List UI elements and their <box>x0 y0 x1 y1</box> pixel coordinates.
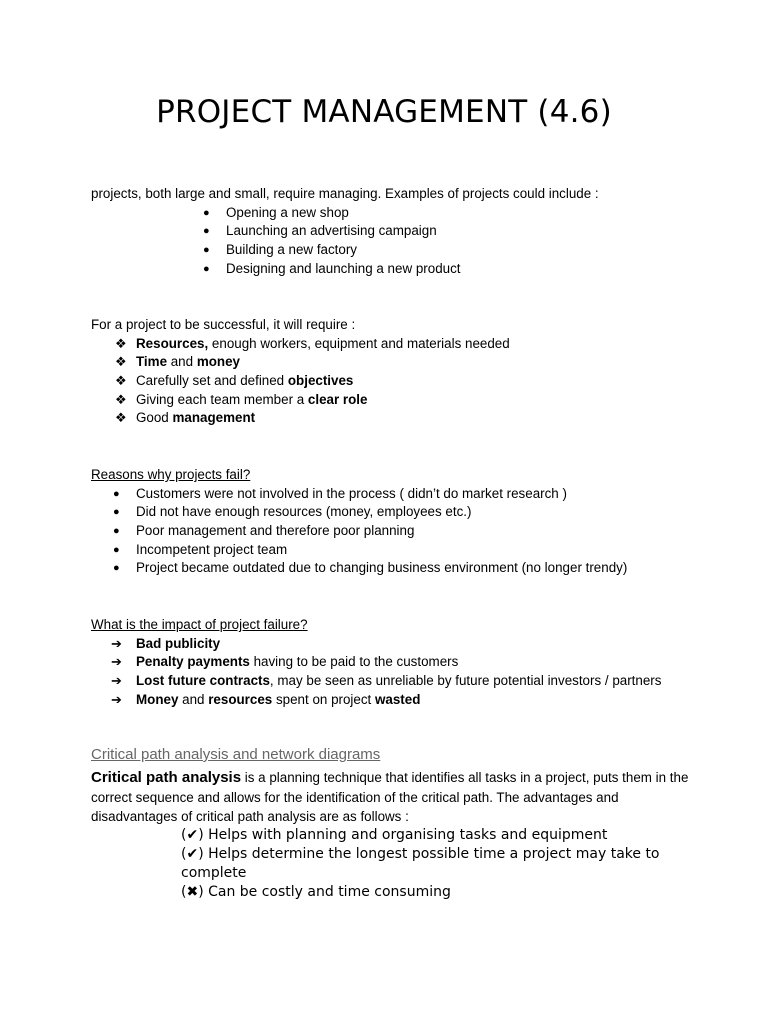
impact-heading: What is the impact of project failure? <box>91 617 308 632</box>
list-item: ● Launching an advertising campaign <box>226 222 461 241</box>
cpa-body: is a planning technique that identifies all tasks in a project, puts them in the correct sequence and allows for the identification of the critical path. The advantages and disadvantages of critical path analysis are as follows : <box>91 770 689 824</box>
list-item: ❖ Giving each team member a clear role <box>136 391 510 410</box>
examples-list <box>203 204 461 279</box>
requirements-intro: For a project to be successful, it will require : <box>91 317 356 332</box>
list-item: ● Incompetent project team <box>136 541 627 560</box>
cpa-lead: Critical path analysis <box>91 769 242 786</box>
bullet-icon: ● <box>113 543 120 556</box>
cpa-paragraph <box>91 768 691 827</box>
intro-text: projects, both large and small, require managing. Examples of projects could include : <box>91 186 599 201</box>
bullet-icon: ● <box>113 562 120 575</box>
fail-heading: Reasons why projects fail? <box>91 467 251 482</box>
list-item: ● Poor management and therefore poor planning <box>136 522 627 541</box>
bullet-icon: ● <box>113 506 120 519</box>
diamond-bullet-icon: ❖ <box>115 410 127 426</box>
cpa-points-list <box>181 826 681 902</box>
list-item: ➔ Money and resources spent on project wasted <box>136 691 661 710</box>
fail-reasons-list <box>113 485 628 578</box>
list-item: (✔) Helps determine the longest possible time a project may take to complete <box>181 846 660 881</box>
bullet-icon: ● <box>113 487 120 500</box>
page-title: PROJECT MANAGEMENT (4.6) <box>156 94 612 130</box>
arrow-right-icon: ➔ <box>111 672 122 688</box>
list-item: ● Project became outdated due to changing business environment (no longer trendy) <box>136 559 627 578</box>
list-item: ➔ Lost future contracts, may be seen as unreliable by future potential investors / partners <box>136 672 661 691</box>
requirements-list <box>115 335 510 428</box>
list-item: ● Did not have enough resources (money, employees etc.) <box>136 503 627 522</box>
diamond-bullet-icon: ❖ <box>115 335 127 351</box>
list-item: ● Customers were not involved in the process ( didn’t do market research ) <box>136 485 627 504</box>
bullet-icon: ● <box>203 262 210 275</box>
list-item: ❖ Good management <box>136 409 510 428</box>
list-item: ● Designing and launching a new product <box>226 260 461 279</box>
impacts-list <box>111 635 662 710</box>
list-item: ❖ Resources, enough workers, equipment and materials needed <box>136 335 510 354</box>
diamond-bullet-icon: ❖ <box>115 372 127 388</box>
bullet-icon: ● <box>203 206 210 219</box>
bullet-icon: ● <box>203 225 210 238</box>
list-item: (✔) Helps with planning and organising tasks and equipment <box>181 827 608 843</box>
cpa-heading: Critical path analysis and network diagrams <box>91 746 381 763</box>
diamond-bullet-icon: ❖ <box>115 354 127 370</box>
arrow-right-icon: ➔ <box>111 691 122 707</box>
list-item: ● Building a new factory <box>226 241 461 260</box>
bullet-icon: ● <box>203 243 210 256</box>
list-item: ❖ Carefully set and defined objectives <box>136 372 510 391</box>
arrow-right-icon: ➔ <box>111 654 122 670</box>
list-item: (✖) Can be costly and time consuming <box>181 884 451 900</box>
diamond-bullet-icon: ❖ <box>115 391 127 407</box>
list-item: ❖ Time and money <box>136 353 510 372</box>
bullet-icon: ● <box>113 524 120 537</box>
list-item: ● Opening a new shop <box>226 204 461 223</box>
list-item: ➔ Penalty payments having to be paid to the customers <box>136 653 661 672</box>
arrow-right-icon: ➔ <box>111 635 122 651</box>
list-item: ➔ Bad publicity <box>136 635 661 654</box>
